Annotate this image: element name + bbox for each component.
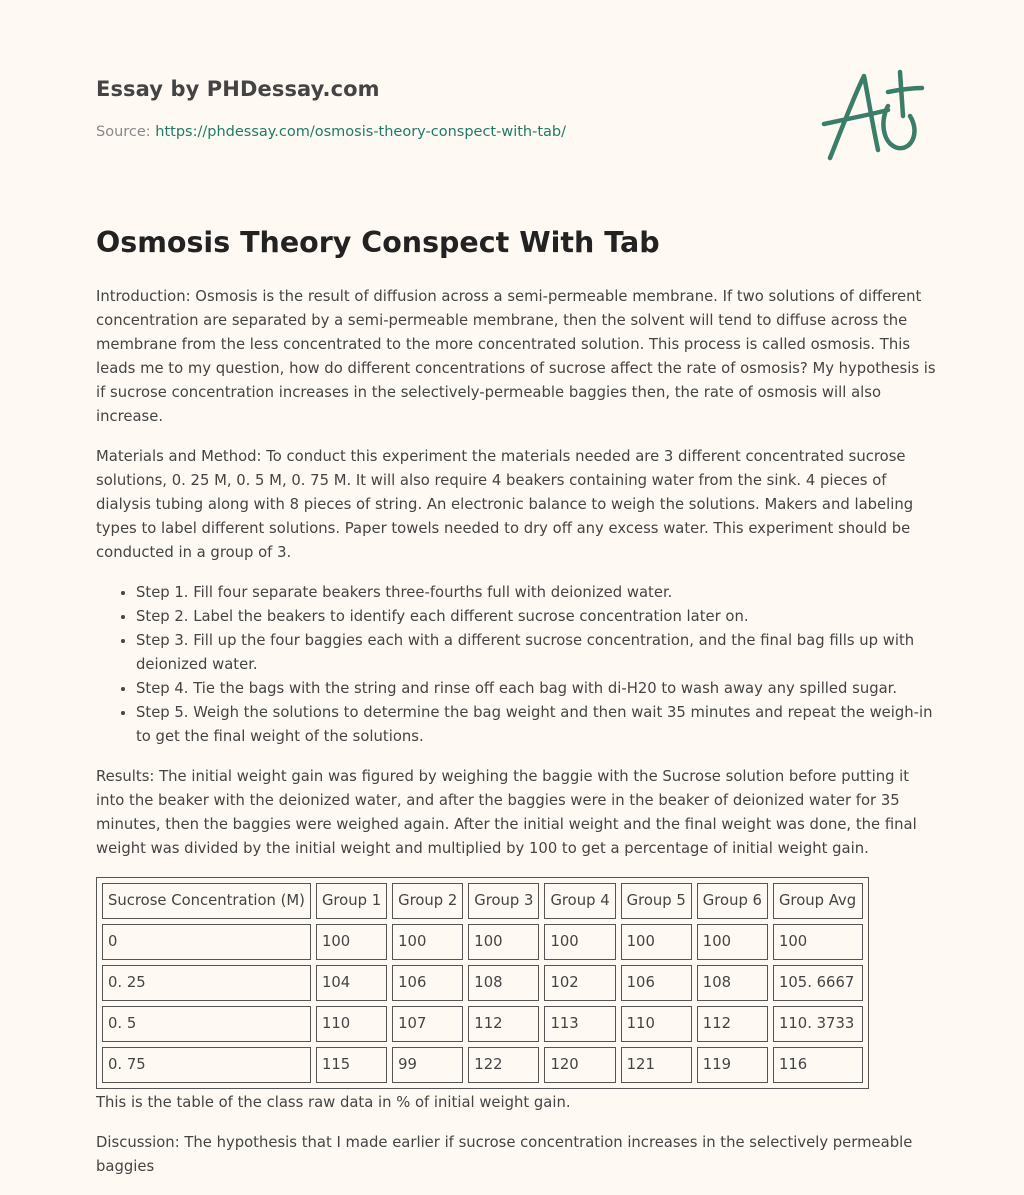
table-cell: 0. 5: [102, 1006, 311, 1042]
column-header: Sucrose Concentration (M): [102, 883, 311, 919]
table-cell: 110: [621, 1006, 692, 1042]
table-cell: 0: [102, 924, 311, 960]
essay-body: [96, 285, 936, 1195]
column-header: Group 6: [697, 883, 768, 919]
results-table: [96, 877, 869, 1089]
table-cell: 113: [544, 1006, 615, 1042]
materials-paragraph: Materials and Method: To conduct this experiment the materials needed are 3 different concentrated sucrose solutions, 0. 25 M, 0. 5 M, 0. 75 M. It will also require 4 beakers containing water from the sink. 4 pieces of dialysis tubing along with 8 pieces of string. An electronic balance to weigh the solutions. Makers and labeling types to label different solutions. Paper towels needed to dry off any excess water. This experiment should be conducted in a group of 3.: [96, 448, 914, 561]
table-cell: 115: [316, 1047, 387, 1083]
table-cell: 100: [544, 924, 615, 960]
table-cell: 104: [316, 965, 387, 1001]
table-cell: 108: [468, 965, 539, 1001]
table-cell: 100: [392, 924, 463, 960]
table-row: [102, 965, 863, 1001]
table-cell: 121: [621, 1047, 692, 1083]
table-cell: 100: [773, 924, 863, 960]
results-paragraph: Results: The initial weight gain was figured by weighing the baggie with the Sucrose solution before putting it into the beaker with the deionized water, and after the baggies were in the beaker of deionized water for 35 minutes, then the baggies were weighed again. After the initial weight and the final weight was done, the final weight was divided by the initial weight and multiplied by 100 to get a percentage of initial weight gain.: [96, 768, 917, 857]
table-caption: This is the table of the class raw data in % of initial weight gain.: [96, 1094, 571, 1111]
source-label: Source:: [96, 124, 156, 140]
table-cell: 105. 6667: [773, 965, 863, 1001]
table-row: [102, 924, 863, 960]
column-header: Group 1: [316, 883, 387, 919]
table-cell: 99: [392, 1047, 463, 1083]
table-cell: 0. 25: [102, 965, 311, 1001]
source-line: [96, 124, 566, 140]
column-header: Group 4: [544, 883, 615, 919]
table-cell: 100: [316, 924, 387, 960]
step-item: • Step 1. Fill four separate beakers three-fourths full with deionized water.: [136, 581, 936, 605]
essay-title: Osmosis Theory Conspect With Tab: [96, 226, 660, 259]
table-header-row: [102, 883, 863, 919]
step-item: • Step 5. Weigh the solutions to determine the bag weight and then wait 35 minutes and repeat the weigh-in to get the final weight of the solutions.: [136, 701, 936, 749]
column-header: Group 3: [468, 883, 539, 919]
table-cell: 100: [697, 924, 768, 960]
table-row: [102, 1047, 863, 1083]
table-cell: 106: [621, 965, 692, 1001]
table-cell: 0. 75: [102, 1047, 311, 1083]
table-cell: 107: [392, 1006, 463, 1042]
intro-paragraph: Introduction: Osmosis is the result of diffusion across a semi-permeable membrane. If two solutions of different concentration are separated by a semi-permeable membrane, then the solvent will tend to diffuse across the membrane from the less concentrated to the more concentrated solution. This process is called osmosis. This leads me to my question, how do different concentrations of sucrose affect the rate of osmosis? My hypothesis is if sucrose concentration increases in the selectively-permeable baggies then, the rate of osmosis will also increase.: [96, 288, 936, 425]
column-header: Group Avg: [773, 883, 863, 919]
column-header: Group 5: [621, 883, 692, 919]
table-cell: 108: [697, 965, 768, 1001]
table-cell: 102: [544, 965, 615, 1001]
discussion-paragraph: Discussion: The hypothesis that I made earlier if sucrose concentration increases in the selectively permeable baggies: [96, 1134, 913, 1175]
table-cell: 116: [773, 1047, 863, 1083]
table-cell: 106: [392, 965, 463, 1001]
table-cell: 100: [621, 924, 692, 960]
source-link[interactable]: https://phdessay.com/osmosis-theory-conspect-with-tab/: [155, 124, 566, 140]
steps-list: [96, 581, 936, 749]
table-cell: 100: [468, 924, 539, 960]
table-cell: 110: [316, 1006, 387, 1042]
table-cell: 112: [468, 1006, 539, 1042]
step-item: • Step 3. Fill up the four baggies each with a different sucrose concentration, and the final bag fills up with deionized water.: [136, 629, 936, 677]
table-cell: 122: [468, 1047, 539, 1083]
column-header: Group 2: [392, 883, 463, 919]
site-title: Essay by PHDessay.com: [96, 77, 380, 101]
table-cell: 120: [544, 1047, 615, 1083]
step-item: • Step 4. Tie the bags with the string and rinse off each bag with di-H20 to wash away any spilled sugar.: [136, 677, 936, 701]
table-row: [102, 1006, 863, 1042]
table-cell: 119: [697, 1047, 768, 1083]
table-cell: 110. 3733: [773, 1006, 863, 1042]
step-item: • Step 2. Label the beakers to identify each different sucrose concentration later on.: [136, 605, 936, 629]
a-plus-logo: [818, 66, 930, 166]
table-cell: 112: [697, 1006, 768, 1042]
